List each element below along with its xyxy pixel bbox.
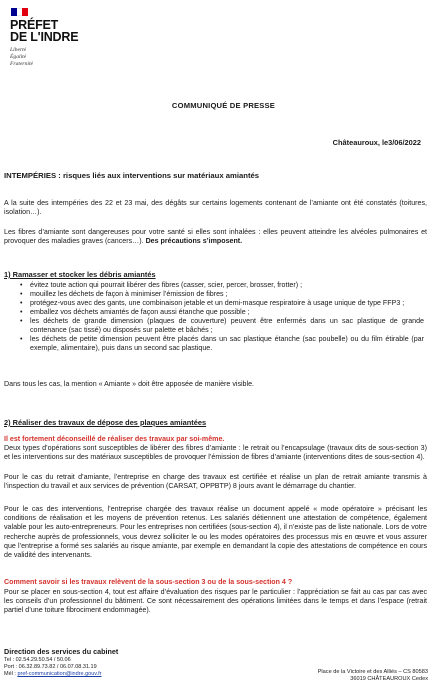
republic-motto xyxy=(10,47,130,68)
logo-title-line1: PRÉFET xyxy=(10,18,59,32)
french-flag-icon xyxy=(11,8,28,16)
footer-mel xyxy=(4,671,118,678)
footer-tel: Tel : 02.54.29.50.54 / 50.06 xyxy=(4,657,71,663)
warning-text: Il est fortement déconseillé de réaliser des travaux par soi-même. xyxy=(4,435,225,443)
section1-heading: 1) Ramasser et stocker les débris amiantés xyxy=(4,270,156,279)
headline: INTEMPÉRIES : risques liés aux interventions sur matériaux amiantés xyxy=(4,171,260,180)
section2-paragraph-2: Pour le cas du retrait d’amiante, l’entreprise en charge des travaux est certifiée et réalise un plan de retrait amiante transmis à l’inspection du travail et aux services de prévention (CARSAT, OPPBTP) 8 jours avant le démarrage du chantier. xyxy=(4,473,427,491)
section1-note: Dans tous les cas, la mention « Amiante » doit être apposée de manière visible. xyxy=(4,380,254,388)
intro-paragraph-2 xyxy=(4,228,427,246)
motto-fraternite: Fraternité xyxy=(10,61,33,67)
intro-paragraph-2-text: Les fibres d’amiante sont dangereuses pour votre santé si elles sont inhalées : elles peuvent atteindre les alvéoles pulmonaires et provoquer des maladies graves (cancers…). xyxy=(4,228,427,246)
footer-address-line1: Place de la Victoire et des Alliés – CS 80583 xyxy=(317,669,428,675)
intro-paragraph-1: A la suite des intempéries des 22 et 23 mai, des dégâts sur certains logements contenant de l’amiante ont été constatés (toitures, isolation…). xyxy=(4,199,427,217)
footer-direction: Direction des services du cabinet xyxy=(4,647,119,656)
list-item: • protégez-vous avec des gants, une combinaison jetable et un demi-masque respiratoire à usage unique de type FFP3 ; xyxy=(20,299,424,308)
footer-address-line2: 36019 CHÂTEAUROUX Cedex xyxy=(350,676,428,682)
document-title: COMMUNIQUÉ DE PRESSE xyxy=(171,101,276,110)
list-item: • évitez toute action qui pourrait libérer des fibres (casser, scier, percer, brosser, frotter) ; xyxy=(20,281,424,290)
footer-address xyxy=(318,669,428,683)
footer-contact xyxy=(4,647,118,678)
footer-port: Port : 06.32.89.73.82 / 06.07.08.31.19 xyxy=(4,664,97,670)
section2-paragraph-1: Deux types d’opérations sont susceptibles de libérer des fibres d’amiante : le retrait ou l’encapsulage (travaux dits de sous-section 3) et les interventions sur des matériaux susceptibles de provoquer l’émission de fibres d’amiante (interventions dites de sous-section 4). xyxy=(4,444,427,462)
logo-title-line2: DE L'INDRE xyxy=(10,30,79,44)
logo-title xyxy=(10,19,130,43)
document-date: Châteauroux, le3/06/2022 xyxy=(332,138,421,147)
list-item: • mouillez les déchets de façon à minimiser l’émission de fibres ; xyxy=(20,290,424,299)
motto-liberte: Liberté xyxy=(10,47,27,53)
list-item: • emballez vos déchets amiantés de façon aussi étanche que possible ; xyxy=(20,308,424,317)
prefecture-logo xyxy=(10,8,130,68)
question-heading: Comment savoir si les travaux relèvent de la sous-section 3 ou de la sous-section 4 ? xyxy=(4,578,293,586)
section1-list xyxy=(20,281,424,353)
section2-paragraph-4: Pour se placer en sous-section 4, tout est affaire d’évaluation des risques par le particulier : l’appréciation se fait au cas par cas avec les conseils d’un professionnel du bâtiment. Ce sont nécessairement des opérations limitées dans le temps et dans l’espace (retrait partiel d’une toiture fibrociment endommagée). xyxy=(4,588,427,615)
section2-paragraph-3: Pour le cas des interventions, l’entreprise chargée des travaux réalise un document appelé « mode opératoire » précisant les conditions de réalisation et les moyens de prévention retenus. Les salariés détiennent une attestation de compétence, également valable pour les auto-entrepreneurs. Pour les entreprises non certifiées (sous-section 4), il n’existe pas de liste nationale. Lors de votre recherche auprès de professionnels, vous devrez solliciter le ou les modes opératoires des processus mis en œuvre et vous assurer que l’entreprise a formé ses salariés au risque amiante, par exemple en demandant la copie des attestations de compétence en cours de validité des intervenants. xyxy=(4,505,427,560)
list-item: • les déchets de grande dimension (plaques de couverture) peuvent être enfermés dans un sac plastique de grande contenance (sac tissé) ou disposés sur palette et bâchés ; xyxy=(20,317,424,335)
list-item: • les déchets de petite dimension peuvent être placés dans un sac plastique étanche (sac poubelle) ou du film étirable (par exemple, alimentaire), puis dans un second sac plastique. xyxy=(20,335,424,353)
section2-heading: 2) Réaliser des travaux de dépose des plaques amiantées xyxy=(4,418,207,427)
email-link[interactable]: pref-communication@indre.gouv.fr xyxy=(17,671,102,677)
motto-egalite: Égalité xyxy=(10,54,27,60)
footer-mel-label: Mél : xyxy=(4,671,16,677)
precautions-emphasis: Des précautions s’imposent. xyxy=(145,237,243,246)
